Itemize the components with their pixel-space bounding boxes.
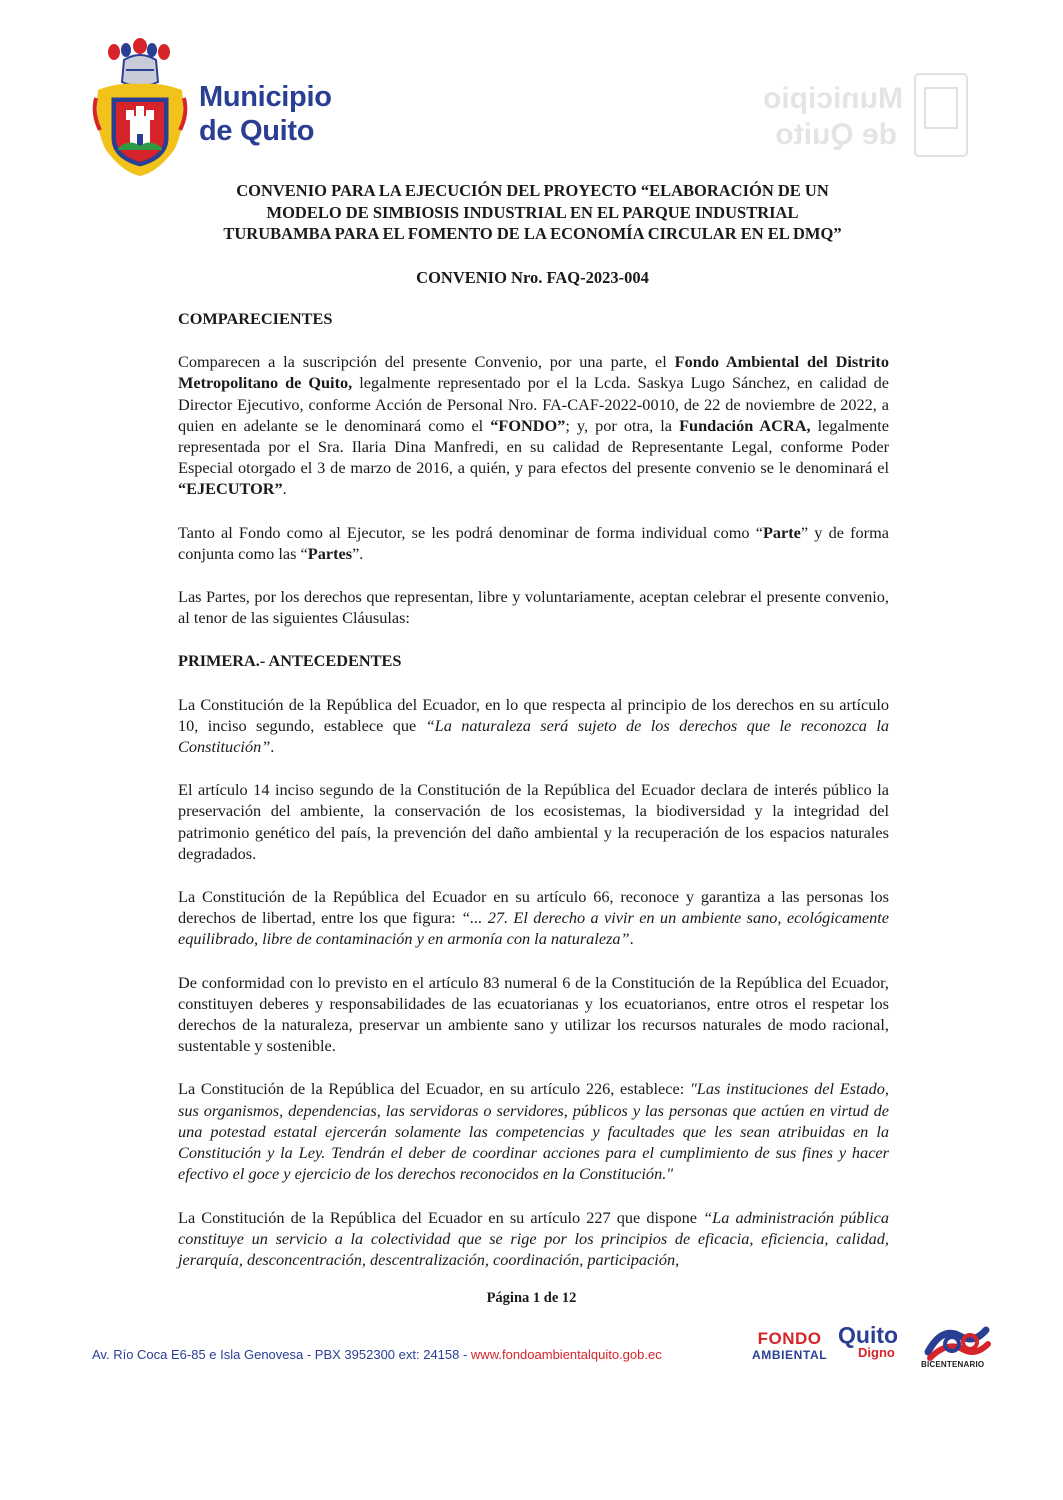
watermark-line1: Municipio: [763, 82, 903, 115]
document-body: [178, 308, 889, 1290]
quito-line1: Quito: [838, 1322, 899, 1348]
website-link[interactable]: www.fondoambientalquito.gob.ec: [470, 1347, 662, 1362]
section-heading-comparecientes: COMPARECIENTES: [178, 309, 333, 328]
text-run: Tanto al Fondo como al Ejecutor, se les podrá denominar de forma individual como “: [178, 522, 763, 542]
fondo-line1: FONDO: [757, 1329, 822, 1348]
title-line2: MODELO DE SIMBIOSIS INDUSTRIAL EN EL PARQUE INDUSTRIAL: [266, 202, 799, 222]
title-line1: CONVENIO PARA LA EJECUCIÓN DEL PROYECTO “ELABORACIÓN DE UN: [236, 181, 829, 200]
quoted-text: "Las instituciones del Estado, sus organismos, dependencias, las servidoras o servidores, públicos y las personas que actúen en virtud de una potestad estatal ejercerán solamente las competencias y facultades que les sean atribuidas en la Constitución y la Ley. Tendrán el deber de coordinar acciones para el cumplimiento de sus fines y hacer efectivo el goce y ejercicio de los derechos reconocidos en la Constitución.": [178, 1079, 889, 1184]
watermark-line2: de Quito: [775, 118, 897, 151]
text-run: .: [282, 479, 287, 499]
text-run: La Constitución de la República del Ecuador en su artículo 227 que dispone: [178, 1207, 704, 1227]
paragraph-articulo-66: [178, 886, 889, 950]
bold-text: “EJECUTOR”: [178, 479, 283, 499]
text-run: .: [270, 737, 275, 757]
text-run: La Constitución de la República del Ecuador, en lo que respecta al principio de los derechos en su artículo 10, inciso segundo, establece que: [178, 694, 889, 735]
paragraph-articulo-227: [178, 1207, 889, 1271]
title-line3: TURUBAMBA PARA EL FOMENTO DE LA ECONOMÍA CIRCULAR EN EL DMQ”: [223, 224, 842, 243]
text-run: Comparecen a la suscripción del presente Convenio, por una parte, el: [178, 352, 675, 372]
paragraph-articulo-10: [178, 694, 889, 758]
text-run: .: [629, 929, 634, 949]
paragraph-articulo-14: El artículo 14 inciso segundo de la Constitución de la República del Ecuador declara de interés público la preservación del ambiente, la conservación de los ecosistemas, la biodiversidad y la integridad del patrimonio genético del país, la prevención del daño ambiental y la recuperación de los espacios naturales degradados.: [178, 780, 889, 863]
bicentenario-label: BICENTENARIO: [921, 1360, 985, 1369]
page-number: Página 1 de 12: [486, 1290, 577, 1306]
watermark-logo-icon: [718, 60, 973, 170]
bold-text: Partes: [307, 543, 353, 563]
paragraph-partes: [178, 522, 889, 564]
convenio-number: CONVENIO Nro. FAQ-2023-004: [416, 268, 649, 287]
text-run: legalmente representado por el la Lcda. Saskya Lugo Sánchez, en calidad de Director Ejecutivo, conforme Acción de Personal Nro. FA-CAF-2022-0010, de 22 de noviembre de 2022, a quien en adelante se le denominará como el: [178, 373, 889, 435]
text-run: ”.: [352, 543, 364, 563]
address-text: Av. Río Coca E6-85 e Isla Genovesa - PBX 3952300 ext: 24158 -: [92, 1347, 471, 1362]
brand-line2: de Quito: [199, 115, 315, 147]
quoted-text: “La naturaleza será sujeto de los derechos que le reconozca la Constitución”: [178, 715, 889, 757]
municipio-brand: [199, 80, 332, 148]
brand-line1: Municipio: [199, 81, 332, 113]
text-run: ; y, por otra, la: [565, 415, 680, 435]
coat-of-arms-icon: [92, 38, 188, 178]
text-run: La Constitución de la República del Ecuador, en su artículo 226, establece:: [178, 1079, 690, 1099]
text-run: ” y de forma conjunta como las “: [178, 522, 889, 563]
section-heading-antecedentes: PRIMERA.- ANTECEDENTES: [178, 651, 402, 671]
quoted-text: “La administración pública constituye un servicio a la colectividad que se rige por los principios de eficacia, eficiencia, calidad, jerarquía, desconcentración, descentralización, coordinación, participación,: [178, 1207, 889, 1269]
footer-address: [92, 1347, 662, 1362]
fondo-ambiental-logo: [752, 1331, 827, 1363]
quito-digno-logo: [838, 1322, 899, 1362]
bold-text: “FONDO”: [490, 415, 566, 435]
paragraph-comparecientes: [178, 351, 889, 499]
fondo-line2: AMBIENTAL: [752, 1348, 828, 1362]
text-run: La Constitución de la República del Ecuador en su artículo 66, reconoce y garantiza a las personas los derechos de libertad, entre los que figura:: [178, 887, 889, 928]
paragraph-clausulas: Las Partes, por los derechos que representan, libre y voluntariamente, aceptan celebrar el presente convenio, al tenor de las siguientes Cláusulas:: [178, 587, 889, 628]
document-title: [150, 180, 915, 245]
bold-text: Fundación ACRA,: [679, 415, 811, 435]
quito-line2: Digno: [858, 1345, 895, 1360]
paragraph-articulo-226: [178, 1078, 889, 1184]
bold-text: Parte: [762, 522, 801, 542]
bold-text: Fondo Ambiental del Distrito Metropolitano de Quito,: [178, 352, 889, 393]
paragraph-articulo-83: De conformidad con lo previsto en el artículo 83 numeral 6 de la Constitución de la República del Ecuador, constituyen deberes y responsabilidades de las ecuatorianas y los ecuatorianos, entre otros el respetar los derechos de la naturaleza, preservar un ambiente sano y utilizar los recursos naturales de modo racional, sustentable y sostenible.: [178, 972, 889, 1056]
quoted-text: “... 27. El derecho a vivir en un ambiente sano, ecológicamente equilibrado, libre de contaminación y en armonía con la naturaleza”: [178, 908, 890, 949]
text-run: legalmente representada por el Sra. Ilaria Dina Manfredi, en su calidad de Representante Legal, conforme Poder Especial otorgado el 3 de marzo de 2016, a quién, y para efectos del presente convenio se le denominará el: [178, 415, 889, 478]
